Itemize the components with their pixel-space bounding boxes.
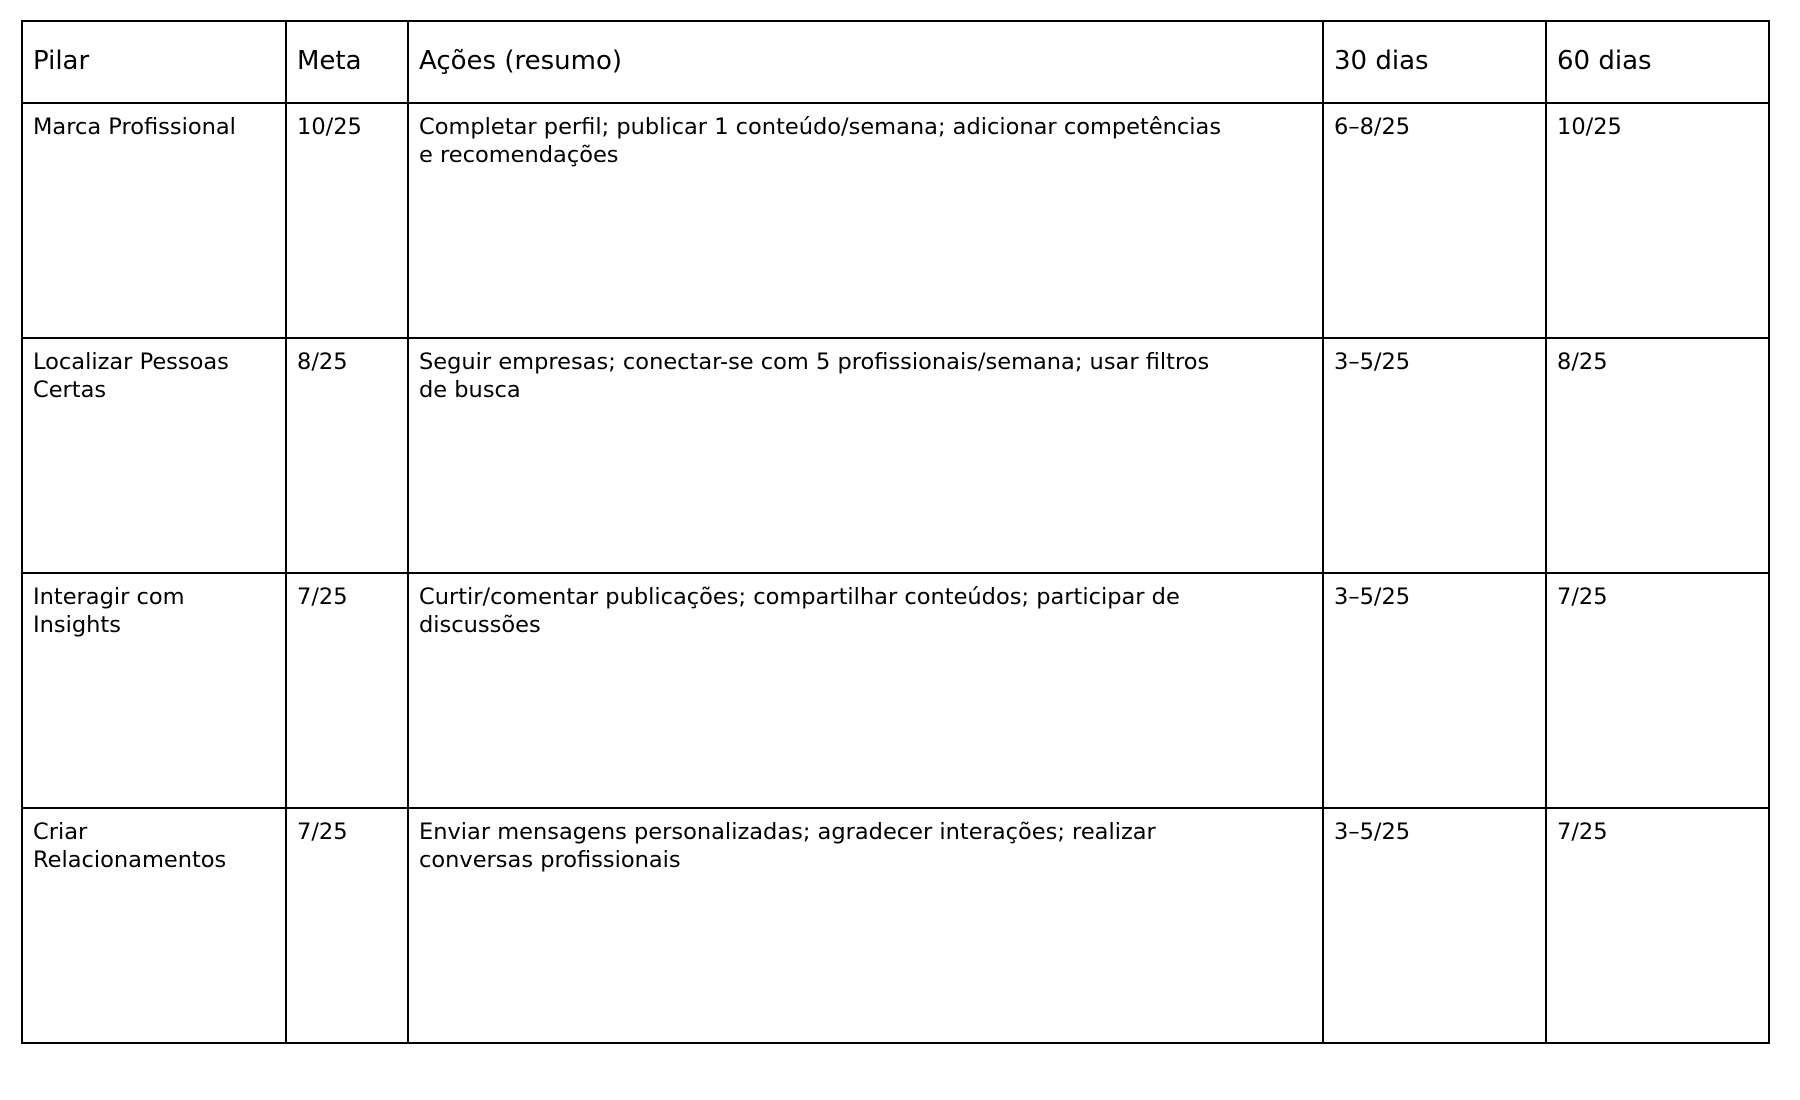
cell-meta: 8/25 (286, 338, 408, 573)
cell-acoes-text: Completar perfil; publicar 1 conteúdo/semana; adicionar competências e recomendações (419, 114, 1222, 168)
header-pilar: Pilar (22, 21, 286, 103)
cell-meta: 7/25 (286, 808, 408, 1043)
cell-meta: 7/25 (286, 573, 408, 808)
header-60-dias: 60 dias (1546, 21, 1769, 103)
cell-30-dias: 3–5/25 (1323, 338, 1546, 573)
header-acoes: Ações (resumo) (408, 21, 1323, 103)
cell-pilar: Localizar Pessoas Certas (22, 338, 286, 573)
table-row (22, 573, 1769, 808)
table-header (22, 21, 1769, 103)
cell-acoes (408, 808, 1323, 1043)
header-meta: Meta (286, 21, 408, 103)
cell-30-dias: 6–8/25 (1323, 103, 1546, 338)
cell-acoes-text: Seguir empresas; conectar-se com 5 profissionais/semana; usar filtros de busca (419, 349, 1210, 403)
cell-meta: 10/25 (286, 103, 408, 338)
cell-pilar: Marca Profissional (22, 103, 286, 338)
table-row (22, 338, 1769, 573)
header-30-dias: 30 dias (1323, 21, 1546, 103)
cell-acoes (408, 573, 1323, 808)
cell-60-dias: 7/25 (1546, 573, 1769, 808)
cell-60-dias: 10/25 (1546, 103, 1769, 338)
cell-30-dias: 3–5/25 (1323, 573, 1546, 808)
cell-30-dias: 3–5/25 (1323, 808, 1546, 1043)
header-row (22, 21, 1769, 103)
action-plan-table (21, 20, 1770, 1044)
table-body (22, 103, 1769, 1043)
cell-60-dias: 7/25 (1546, 808, 1769, 1043)
table-row (22, 808, 1769, 1043)
cell-acoes-text: Enviar mensagens personalizadas; agradecer interações; realizar conversas profissionais (419, 819, 1156, 873)
table-row (22, 103, 1769, 338)
cell-acoes-text: Curtir/comentar publicações; compartilhar conteúdos; participar de discussões (419, 584, 1180, 638)
cell-pilar: Criar Relacionamentos (22, 808, 286, 1043)
cell-acoes (408, 103, 1323, 338)
cell-60-dias: 8/25 (1546, 338, 1769, 573)
cell-pilar: Interagir com Insights (22, 573, 286, 808)
cell-acoes (408, 338, 1323, 573)
